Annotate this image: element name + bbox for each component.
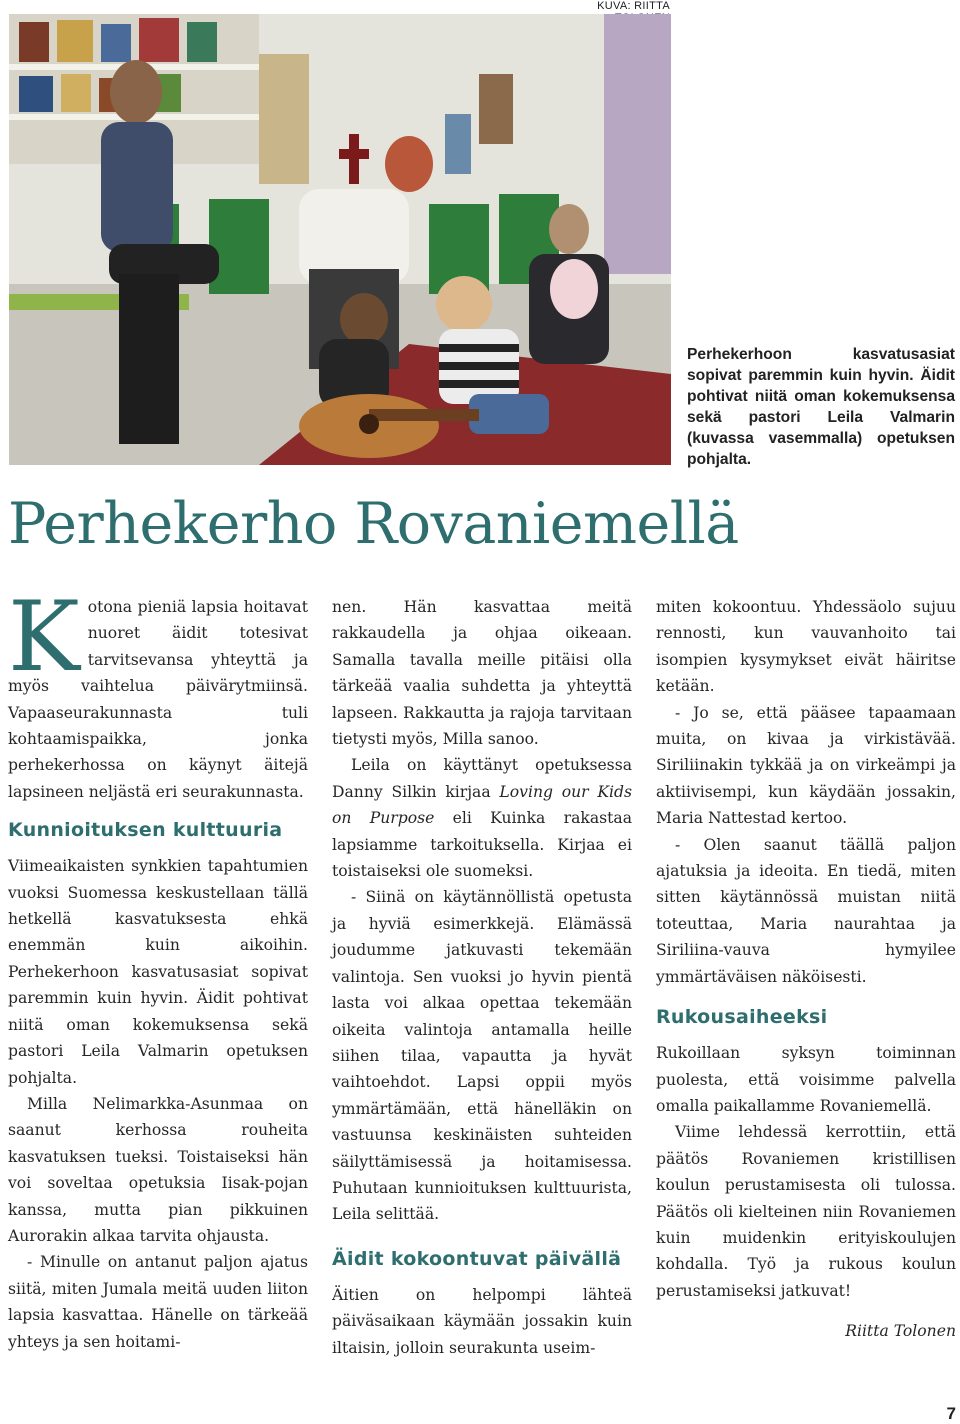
article-photo xyxy=(9,14,671,465)
body-paragraph: miten kokoontuu. Yhdessäolo sujuu rennosti, kun vauvanhoito tai isompien kysymykset eivät häiritse ketään. xyxy=(656,598,956,696)
body-paragraph: Viimeaikaisten synkkien tapahtumien vuoksi Suomessa keskustellaan tällä hetkellä kasvatuksesta ehkä enemmän kuin aikoihin. Perhekerhoon kasvatusasiat sopivat paremmin kuin hyvin. Äidit pohtivat niitä oman kokemuksensa sekä pastori Leila Valmarin opetuksen pohjalta. xyxy=(8,857,308,1087)
page-number: 7 xyxy=(946,1404,956,1423)
body-paragraph xyxy=(332,752,632,884)
article-column-3 xyxy=(656,594,956,1345)
author-signature: Riitta Tolonen xyxy=(845,1322,956,1341)
lead-paragraph: Kotona pieniä lapsia hoitavat nuoret äidit totesivat tarvitsevansa yhteyttä ja myös vaihtelua päivärytmiinsä. Vapaaseurakunnasta tuli kohtaamispaikka, jonka perhekerhossa on käynyt äitejä lapsineen neljästä eri seurakunnasta. xyxy=(8,581,308,801)
photo-credit: KUVA: RIITTA xyxy=(597,0,670,12)
text-span: Leila on käyttänyt opetuksessa Danny Silkin kirjaa xyxy=(332,756,632,801)
subheading-kunnioituksen-kulttuuria: Kunnioituksen kulttuuria xyxy=(8,819,283,842)
text-span: eli Kuinka rakastaa lapsiamme tarkoituksella. Kirjaa ei toistaiseksi ole suomeksi. xyxy=(332,809,632,881)
body-paragraph: nen. Hän kasvattaa meitä rakkaudella ja ohjaa oikeaan. Samalla tavalla meille pitäisi olla tärkeää vaalia suhdetta ja yhteyttä lapseen. Rakkautta ja rajoja tarvitaan tietysti myös, Milla sanoo. xyxy=(332,598,632,749)
body-paragraph: - Jo se, että pääsee tapaamaan muita, on kivaa ja virkistävää. Siriliinakin tykkää ja on virkeämpi ja aktiivisempi, kun käydään jossakin, Maria Nattestad kertoo. xyxy=(656,703,956,828)
body-paragraph: Rukoillaan syksyn toiminnan puolesta, että voisimme palvella omalla paikallamme Rovaniemellä. xyxy=(656,1044,956,1115)
subheading-aidit-kokoontuvat: Äidit kokoontuvat päivällä xyxy=(332,1247,622,1270)
article-photo-illustration xyxy=(9,14,671,465)
body-paragraph: Viime lehdessä kerrottiin, että päätös Rovaniemen kristillisen koulun perustamisesta oli tulossa. Päätös oli kielteinen niin Rovaniemen kuin muidenkin erityiskoulujen kohdalla. Työ ja rukous koulun perustamiseksi jatkuvat! xyxy=(656,1123,956,1300)
body-paragraph: - Olen saanut täällä paljon ajatuksia ja ideoita. En tiedä, miten sitten käytännössä muistan niitä toteuttaa, Maria naurahtaa ja Siriliina-vauva hymyilee ymmärtäväisen näköisesti. xyxy=(656,835,956,986)
article-headline: Perhekerho Rovaniemellä xyxy=(8,491,739,557)
body-paragraph: - Minulle on antanut paljon ajatus siitä, miten Jumala meitä uuden liiton lapsia kasvattaa. Hänelle on tärkeää yhteys ja sen hoitami- xyxy=(8,1253,308,1351)
photo-caption: Perhekerhoon kasvatusasiat sopivat paremmin kuin hyvin. Äidit pohtivat niitä oman kokemuksensa sekä pastori Leila Valmarin (kuvassa vasemmalla) opetuksen pohjalta. xyxy=(687,346,955,468)
book-title: Loving our Kids on Purpose xyxy=(332,782,632,828)
body-paragraph: Milla Nelimarkka-Asunmaa on saanut kerhossa rouheita kasvatuksen tueksi. Toistaiseksi hän voi soveltaa opetuksia Iisak-pojan kanssa, mutta pian pikkuinen Aurorakin alkaa tarvita ohjausta. xyxy=(8,1094,308,1245)
body-paragraph: Äitien on helpompi lähteä päiväsaikaan käymään jossakin kuin iltaisin, jolloin seurakunta useim- xyxy=(332,1285,632,1357)
body-paragraph: - Siinä on käytännöllistä opetusta ja hyviä esimerkkejä. Elämässä joudumme jatkuvasti tekemään valintoja. Sen vuoksi jo hyvin pientä lasta voi alkaa opettaa tekemään oikeita valintoja antamalla heille siihen tilaa, vapautta ja hyvät vaihtoehdot. Lapsi oppii myös ymmärtämään, että hänelläkin on vastuunsa keskinäisten suhteiden säilyttämisessä ja hoitamisessa. Puhutaan kunnioituksen kulttuurista, Leila selittää. xyxy=(332,888,632,1224)
article-column-1 xyxy=(8,581,308,1355)
subheading-rukousaiheeksi: Rukousaiheeksi xyxy=(656,1006,828,1029)
article-column-2 xyxy=(332,594,632,1361)
